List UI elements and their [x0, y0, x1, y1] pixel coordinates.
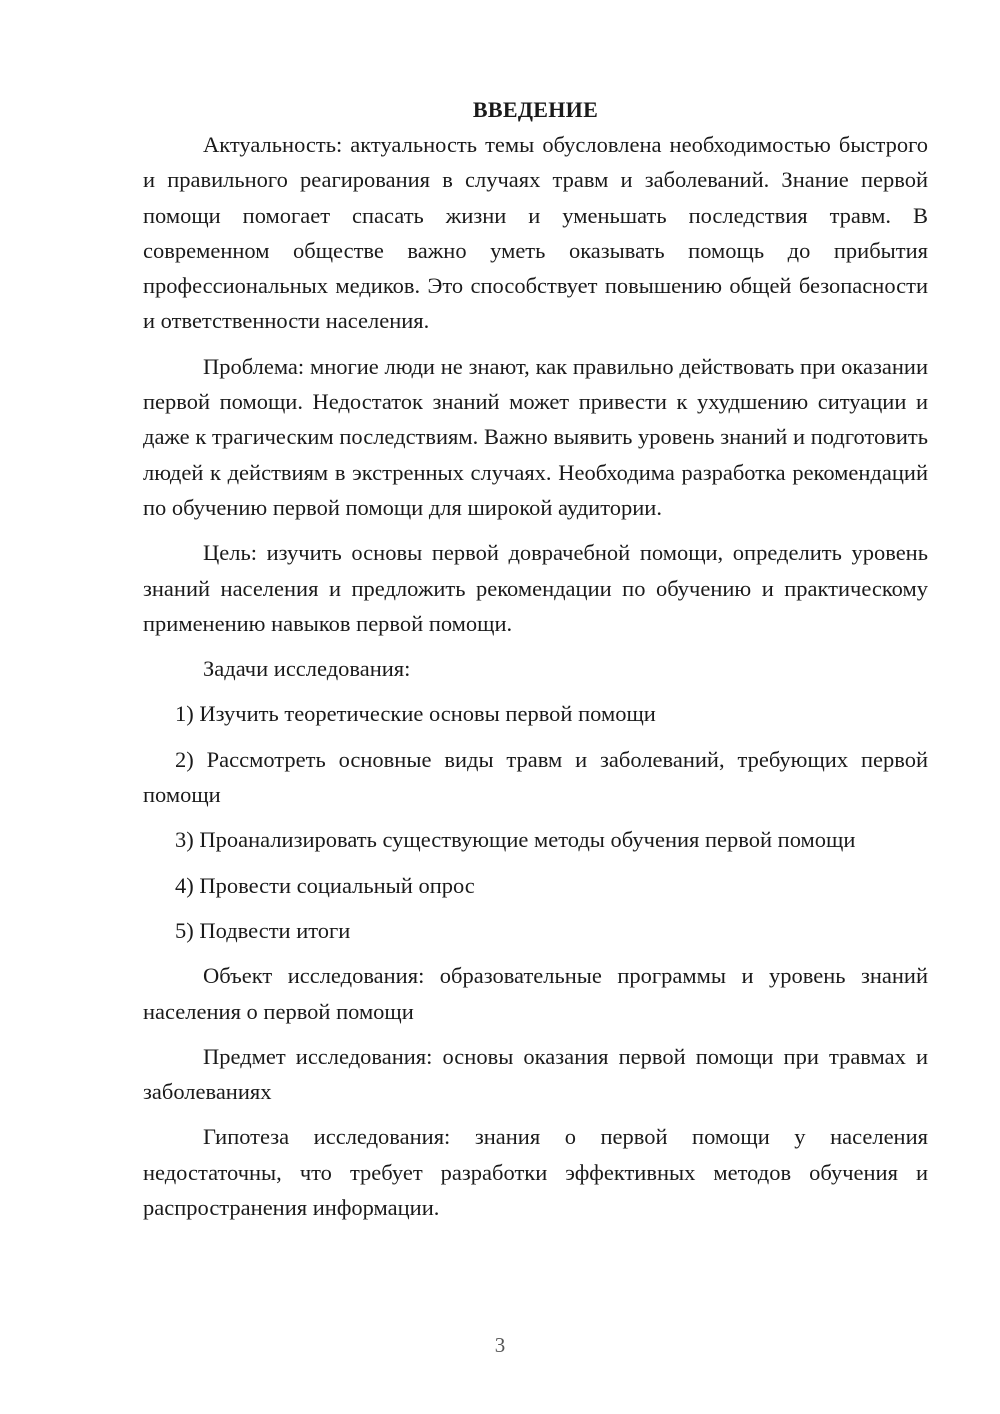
- task-item-5: 5) Подвести итоги: [175, 917, 351, 943]
- object-paragraph: Объект исследования: образовательные программы и уровень знаний населения о первой помощи: [143, 963, 928, 1024]
- task-item-4: 4) Провести социальный опрос: [175, 872, 475, 898]
- tasks-list: [143, 696, 928, 948]
- task-item-1: 1) Изучить теоретические основы первой помощи: [175, 701, 656, 727]
- task-item-3: 3) Проанализировать существующие методы обучения первой помощи: [175, 827, 856, 853]
- problem-paragraph: Проблема: многие люди не знают, как правильно действовать при оказании первой помощи. Недостаток знаний может привести к ухудшению ситуации и даже к трагическим последствиям. Важно выявить уровень знаний и подготовить людей к действиям в экстренных случаях. Необходима разработка рекомендаций по обучению первой помощи для широкой аудитории.: [143, 353, 928, 520]
- tasks-heading: Задачи исследования:: [203, 656, 411, 682]
- subject-paragraph: Предмет исследования: основы оказания первой помощи при травмах и заболеваниях: [143, 1043, 928, 1105]
- task-item-2: 2) Рассмотреть основные виды травм и заболеваний, требующих первой помощи: [143, 746, 928, 808]
- page-title: ВВЕДЕНИЕ: [472, 97, 599, 122]
- hypothesis-paragraph: Гипотеза исследования: знания о первой помощи у населения недостаточны, что требует разработки эффективных методов обучения и распространения информации.: [143, 1124, 928, 1221]
- page-number: 3: [494, 1333, 506, 1357]
- document-page: [143, 92, 928, 1235]
- relevance-paragraph: Актуальность: актуальность темы обусловлена необходимостью быстрого и правильного реагирования в случаях травм и заболеваний. Знание первой помощи помогает спасать жизни и уменьшать последствия травм. В современном обществе важно уметь оказывать помощь до прибытия профессиональных медиков. Это способствует повышению общей безопасности и ответственности населения.: [143, 132, 928, 334]
- goal-paragraph: Цель: изучить основы первой доврачебной помощи, определить уровень знаний населения и предложить рекомендации по обучению и практическому применению навыков первой помощи.: [143, 540, 928, 636]
